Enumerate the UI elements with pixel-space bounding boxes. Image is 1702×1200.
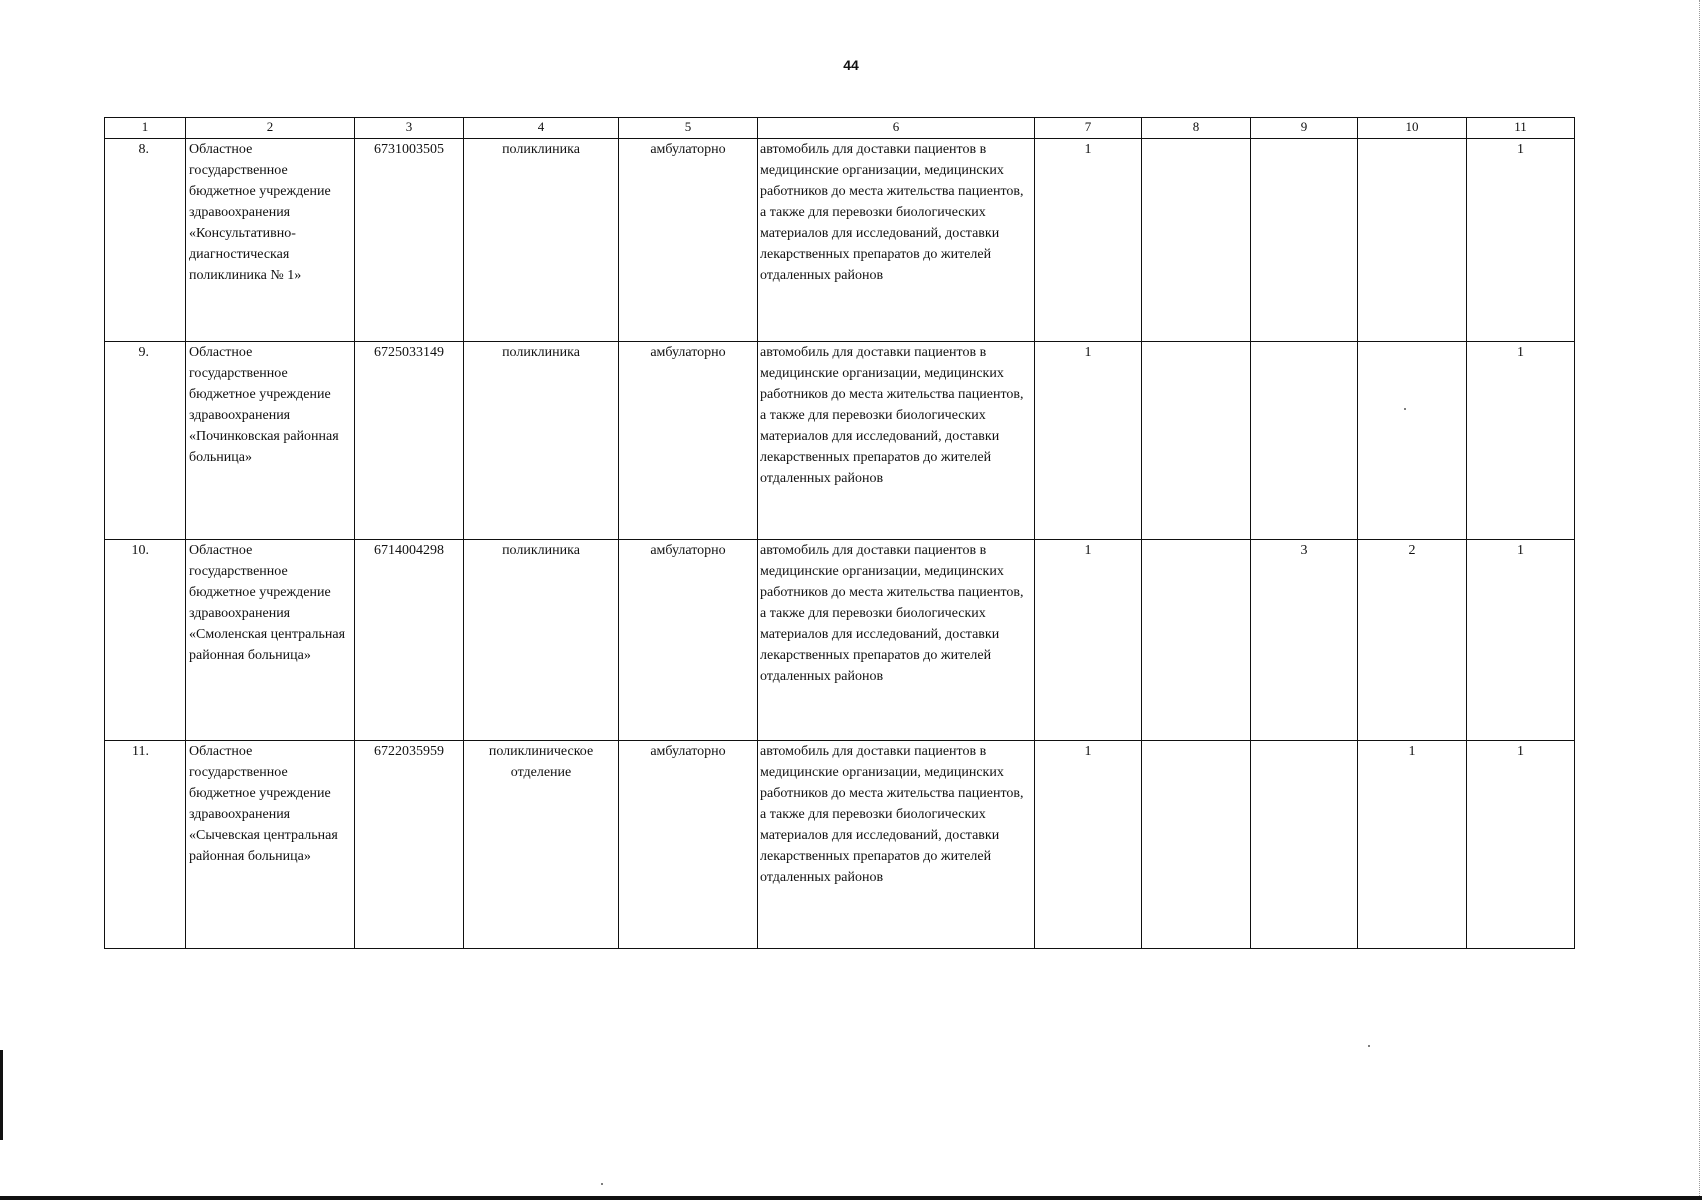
col10-cell: 2 [1358, 540, 1467, 741]
col11-cell: 1 [1467, 540, 1575, 741]
row-number: 9. [105, 342, 186, 540]
column-header: 1 [105, 118, 186, 139]
col9-cell: 3 [1251, 540, 1358, 741]
inn-cell: 6714004298 [355, 540, 464, 741]
col8-cell [1142, 342, 1251, 540]
col9-cell [1251, 741, 1358, 949]
col8-cell [1142, 540, 1251, 741]
column-header: 10 [1358, 118, 1467, 139]
page-number: 44 [843, 57, 859, 73]
scan-bottom-edge [0, 1196, 1702, 1200]
unit-type-cell: поликлиника [464, 139, 619, 342]
care-mode-cell: амбулаторно [619, 342, 758, 540]
col10-cell: 1 [1358, 741, 1467, 949]
column-header: 3 [355, 118, 464, 139]
col11-cell: 1 [1467, 342, 1575, 540]
scan-speck [1368, 1045, 1370, 1047]
vehicle-purpose-cell: автомобиль для доставки пациентов в медицинские организации, медицинских работников до места жительства пациентов, а также для перевозки биологических материалов для исследований, доставки лекарственных препаратов до жителей отдаленных районов [758, 139, 1035, 342]
table-row [105, 741, 1575, 949]
col7-cell: 1 [1035, 741, 1142, 949]
scan-speck [1404, 408, 1406, 410]
col10-cell [1358, 342, 1467, 540]
care-mode-cell: амбулаторно [619, 741, 758, 949]
column-header: 11 [1467, 118, 1575, 139]
unit-type-cell: поликлиника [464, 342, 619, 540]
row-number: 10. [105, 540, 186, 741]
col8-cell [1142, 139, 1251, 342]
care-mode-cell: амбулаторно [619, 540, 758, 741]
col9-cell [1251, 342, 1358, 540]
care-mode-cell: амбулаторно [619, 139, 758, 342]
institution-name: Областное государственное бюджетное учреждение здравоохранения «Консультативно-диагностическая поликлиника № 1» [186, 139, 355, 342]
vehicle-purpose-cell: автомобиль для доставки пациентов в медицинские организации, медицинских работников до места жительства пациентов, а также для перевозки биологических материалов для исследований, доставки лекарственных препаратов до жителей отдаленных районов [758, 741, 1035, 949]
scan-edge-mark [1699, 0, 1701, 1200]
unit-type-cell: поликлиническое отделение [464, 741, 619, 949]
column-header: 6 [758, 118, 1035, 139]
column-header: 7 [1035, 118, 1142, 139]
table-row [105, 342, 1575, 540]
col7-cell: 1 [1035, 540, 1142, 741]
institution-name: Областное государственное бюджетное учреждение здравоохранения «Сычевская центральная районная больница» [186, 741, 355, 949]
vehicle-purpose-cell: автомобиль для доставки пациентов в медицинские организации, медицинских работников до места жительства пациентов, а также для перевозки биологических материалов для исследований, доставки лекарственных препаратов до жителей отдаленных районов [758, 342, 1035, 540]
col7-cell: 1 [1035, 342, 1142, 540]
table-row [105, 540, 1575, 741]
column-header: 5 [619, 118, 758, 139]
scan-speck [601, 1183, 603, 1185]
column-header: 4 [464, 118, 619, 139]
column-number-row [105, 118, 1575, 139]
col11-cell: 1 [1467, 139, 1575, 342]
table-row [105, 139, 1575, 342]
vehicle-allocation-table [104, 117, 1575, 949]
unit-type-cell: поликлиника [464, 540, 619, 741]
inn-cell: 6722035959 [355, 741, 464, 949]
institution-name: Областное государственное бюджетное учреждение здравоохранения «Починковская районная больница» [186, 342, 355, 540]
inn-cell: 6731003505 [355, 139, 464, 342]
col11-cell: 1 [1467, 741, 1575, 949]
row-number: 8. [105, 139, 186, 342]
scan-edge-mark [0, 1050, 3, 1140]
col10-cell [1358, 139, 1467, 342]
column-header: 9 [1251, 118, 1358, 139]
inn-cell: 6725033149 [355, 342, 464, 540]
col9-cell [1251, 139, 1358, 342]
row-number: 11. [105, 741, 186, 949]
col7-cell: 1 [1035, 139, 1142, 342]
col8-cell [1142, 741, 1251, 949]
vehicle-purpose-cell: автомобиль для доставки пациентов в медицинские организации, медицинских работников до места жительства пациентов, а также для перевозки биологических материалов для исследований, доставки лекарственных препаратов до жителей отдаленных районов [758, 540, 1035, 741]
institution-name: Областное государственное бюджетное учреждение здравоохранения «Смоленская центральная районная больница» [186, 540, 355, 741]
column-header: 8 [1142, 118, 1251, 139]
column-header: 2 [186, 118, 355, 139]
